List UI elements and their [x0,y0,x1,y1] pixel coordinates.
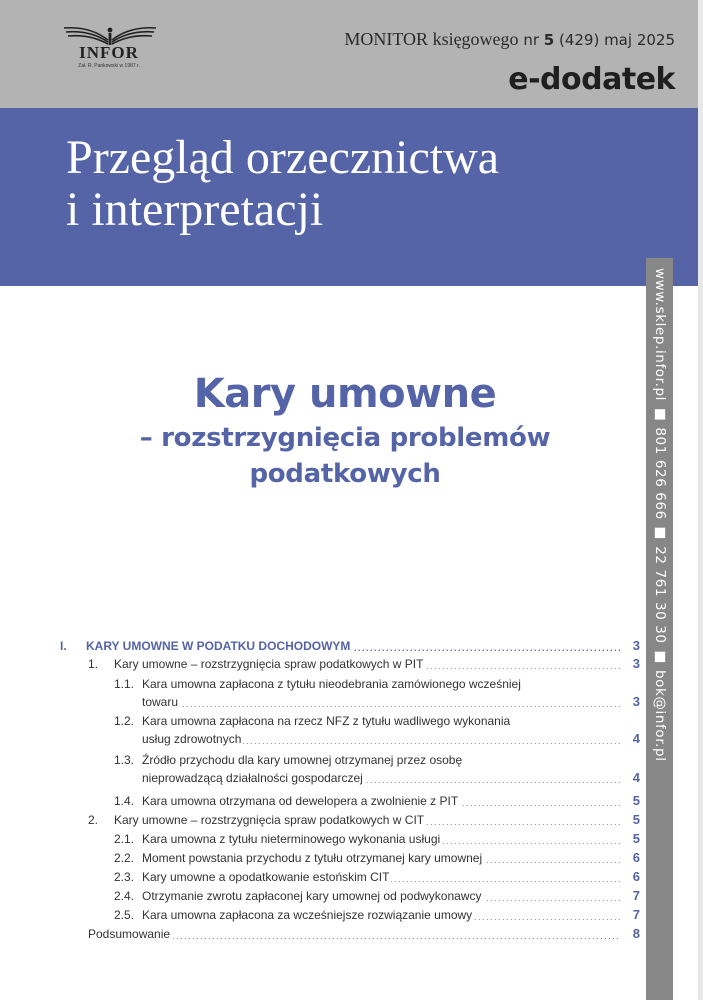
toc-item-title: towaru ..... [142,695,620,709]
infor-logo [60,24,160,74]
series-title-line2: i interpretacji [66,183,324,236]
cover-title-line2: – rozstrzygnięcia problemów [139,423,551,453]
publication-name: MONITOR [344,29,433,49]
toc-item[interactable] [114,869,640,884]
toc-item-page: 3 [632,638,640,653]
series-title-line1: Przegląd orzecznictwa [66,131,500,184]
toc-item[interactable] [114,677,640,709]
logo-tagline: Zał. R. Pankowski w 1987 r. [78,63,140,69]
toc-item-page: 5 [632,831,640,846]
issue-nr-label: nr [518,31,544,49]
toc-item-title: Kara umowna otrzymana od dewelopera a zwolnienie z PIT ..... [142,794,620,808]
toc-item[interactable] [60,638,640,653]
toc-item-title: usług zdrowotnych ..... [142,732,620,746]
supplement-label: e-dodatek [508,62,675,97]
series-title [66,132,666,236]
issue-number: 5 [543,31,555,49]
toc-item-title: Kary umowne – rozstrzygnięcia spraw podatkowych w PIT ..... [114,657,620,671]
toc-item-page: 8 [632,926,640,941]
publication-name-suffix: księgowego [432,29,519,49]
toc-item-title: Kary umowne a opodatkowanie estońskim CIT ..... [142,870,620,884]
toc-item-page: 4 [632,731,640,746]
toc-item[interactable] [114,907,640,922]
toc-item[interactable] [114,793,640,808]
toc-item-page: 7 [632,888,640,903]
toc-item-number: 2.2. [114,851,135,865]
toc-item-number: 2.1. [114,832,135,846]
toc-item-page: 7 [632,907,640,922]
toc-item[interactable] [88,656,640,671]
issue-date: (429) maj 2025 [554,31,675,49]
cover-title-line1: Kary umowne [193,371,497,417]
toc-item-title: Moment powstania przychodu z tytułu otrzymanej kary umownej ..... [142,851,620,865]
toc-item-page: 6 [632,850,640,865]
toc-item-title: Kara umowna z tytułu nieterminowego wykonania usługi ..... [142,832,620,846]
toc-item-page: 5 [632,812,640,827]
toc-item-number: 1.4. [114,794,135,808]
toc-item-number: 1.2. [114,714,135,728]
toc-item-title-line1: Kara umowna zapłacona z tytułu nieodebrania zamówionego wcześniej [142,677,521,691]
toc-item-page: 4 [632,770,640,785]
contact-info: www.sklep.infor.pl ■ 801 626 666 ■ 22 761 30 30 ■ bok@infor.pl [652,268,668,762]
toc-item[interactable] [114,714,640,746]
toc-item-title: Podsumowanie ..... [88,927,620,941]
toc-item-number: 2.3. [114,870,135,884]
toc-item-title: Otrzymanie zwrotu zapłaconej kary umownej od podwykonawcy ..... [142,889,620,903]
toc-item-title: Kara umowna zapłacona za wcześniejsze rozwiązanie umowy ..... [142,908,620,922]
toc-item-page: 6 [632,869,640,884]
toc-item-title-line1: Źródło przychodu dla kary umownej otrzymanej przez osobę [142,753,463,767]
toc-item[interactable] [114,831,640,846]
toc-item-number: 2.4. [114,889,135,903]
toc-item-title-line1: Kara umowna zapłacona na rzecz NFZ z tytułu wadliwego wykonania [142,714,511,728]
toc-item-number: I. [60,639,67,653]
issue-info [344,29,675,50]
toc-item[interactable] [114,850,640,865]
cover-title [60,368,630,492]
toc-item-title: KARY UMOWNE W PODATKU DOCHODOWYM ..... [86,639,620,653]
toc-item-number: 1. [88,657,99,671]
cover-title-line3: podatkowych [249,459,441,489]
toc-item-number: 1.1. [114,677,135,691]
toc-item-page: 3 [632,656,640,671]
toc-item-title: nieprowadzącą działalności gospodarczej ..... [142,771,620,785]
toc-item-summary[interactable] [88,926,640,941]
toc-item[interactable] [114,753,640,785]
toc-item-number: 1.3. [114,753,135,767]
toc-item-number: 2.5. [114,908,135,922]
page-edge [698,0,703,1000]
toc-item-title: Kary umowne – rozstrzygnięcia spraw podatkowych w CIT ..... [114,813,620,827]
toc-item[interactable] [88,812,640,827]
logo-wordmark: INFOR [79,43,139,62]
toc-item-page: 3 [632,694,640,709]
toc-item[interactable] [114,888,640,903]
toc-item-number: 2. [88,813,99,827]
toc-item-page: 5 [632,793,640,808]
